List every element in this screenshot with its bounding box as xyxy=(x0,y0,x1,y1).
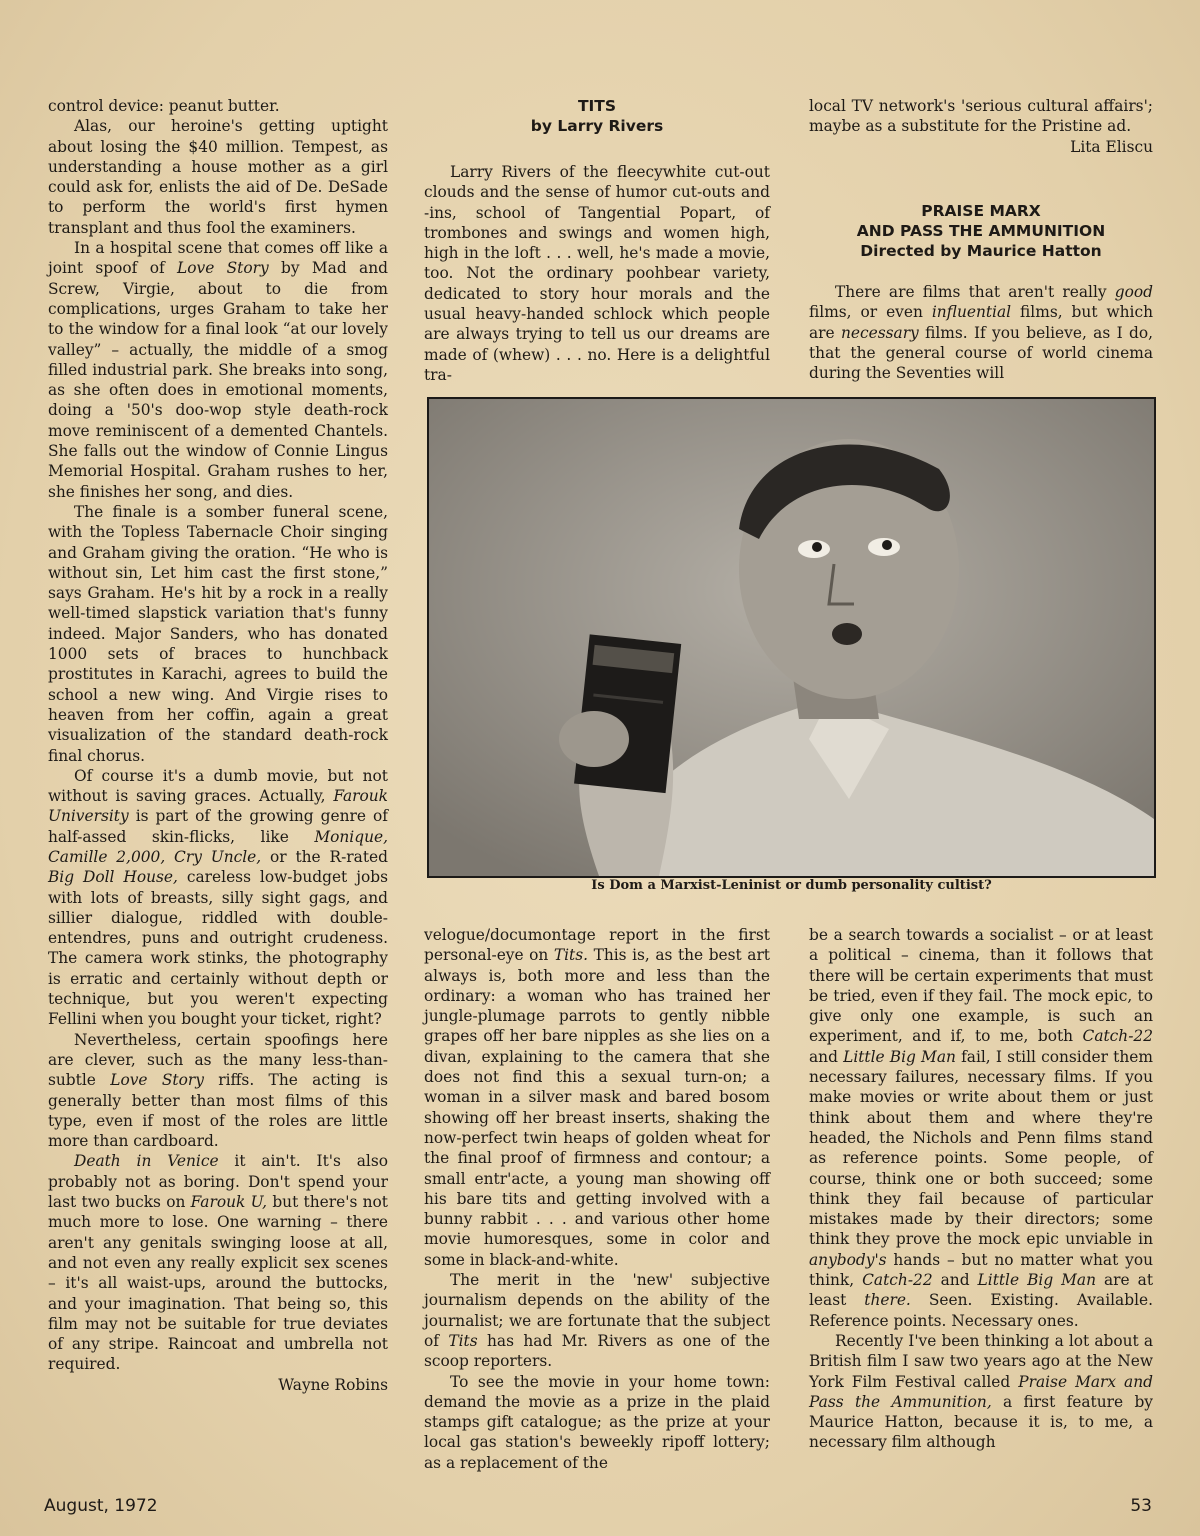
paragraph: To see the movie in your home town: demand the movie as a prize in the plaid stamps gift catalogue; as the prize at your local gas station's beweekly ripoff lottery; as a replacement of the xyxy=(424,1372,770,1472)
article-heading-tits xyxy=(424,96,770,136)
paragraph: Nevertheless, certain spoofings here are clever, such as the many less-than-subtle Love Story riffs. The acting is generally better than most films of this type, even if most of the roles are little more than cardboard. xyxy=(48,1030,388,1151)
article-title: TITS xyxy=(577,97,617,115)
paragraph: Alas, our heroine's getting uptight about losing the $40 million. Tempest, as understanding a house mother as a girl could ask for, enlists the aid of De. DeSade to perform the world's first hymen transplant and thus fool the examiners. xyxy=(48,117,388,237)
column-2-bottom xyxy=(424,925,770,1473)
column-1-body xyxy=(48,96,388,1375)
column-1 xyxy=(48,96,388,1395)
issue-date: August, 1972 xyxy=(44,1496,158,1516)
article-title-line-2: AND PASS THE AMMUNITION xyxy=(856,222,1106,240)
page-number: 53 xyxy=(1130,1496,1152,1516)
paragraph: Recently I've been thinking a lot about a British film I saw two years ago at the New York Film Festival called Praise Marx and Pass the Ammunition, a first feature by Maurice Hatton, because it is, to me, a necessary film although xyxy=(809,1331,1153,1452)
paragraph: local TV network's 'serious cultural affairs'; maybe as a substitute for the Pristine ad. xyxy=(809,97,1153,136)
paragraph: The finale is a somber funeral scene, with the Topless Tabernacle Choir singing and Graham giving the oration. “He who is without sin, Let him cast the first stone,” says Graham. He's hit by a rock in a really well-timed slapstick variation that's funny indeed. Major Sanders, who has donated 1000 sets of braces to hunchback prostitutes in Karachi, agrees to build the school a new wing. And Virgie rises to heaven from her coffin, again a great visualization of the standard death-rock final chorus. xyxy=(48,502,388,765)
signature-wayne-robins: Wayne Robins xyxy=(278,1375,388,1394)
paragraph: be a search towards a socialist – or at least a political – cinema, than it follows that there will be certain experiments that must be tried, even if they fail. The mock epic, to give only one example, is such an experiment, and if, to me, both Catch-22 and Little Big Man fail, I still consider them necessary failures, necessary films. If you make movies or write about them or just think about them and where they're headed, the Nichols and Penn films stand as reference points. Some people, of course, think one or both succeed; some think they fail because of particular mistakes made by their directors; some think they prove the mock epic unviable in anybody's hands – but no matter what you think, Catch-22 and Little Big Man are at least there. Seen. Existing. Available. Reference points. Necessary ones. xyxy=(809,926,1154,1330)
article-title-line-1: PRAISE MARX xyxy=(921,202,1041,220)
article-byline: by Larry Rivers xyxy=(530,117,664,135)
column-3-body xyxy=(809,925,1153,1453)
paragraph: Larry Rivers of the fleecywhite cut-out clouds and the sense of humor cut-outs and -ins, school of Tangential Popart, of trombones and swings and women high, high in the loft . . . well, he's made a movie, too. Not the ordinary poohbear variety, dedicated to story hour morals and the usual heavy-handed schlock which people are always trying to tell us our dreams are made of (whew) . . . no. Here is a delightful tra- xyxy=(424,163,770,384)
column-3-top xyxy=(809,96,1153,157)
column-2-body xyxy=(424,925,770,1473)
column-2-top xyxy=(424,162,770,385)
paragraph: control device: peanut butter. xyxy=(48,97,280,115)
paragraph: There are films that aren't really good films, or even influential films, but which are necessary films. If you believe, as I do, that the general course of world cinema during the Seventies will xyxy=(809,283,1153,383)
paragraph: The merit in the 'new' subjective journalism depends on the ability of the journalist; we are fortunate that the subject of Tits has had Mr. Rivers as one of the scoop reporters. xyxy=(424,1271,770,1371)
paragraph: Death in Venice it ain't. It's also probably not as boring. Don't spend your last two bucks on Farouk U, but there's not much more to lose. One warning – there aren't any genitals swinging loose at all, and not even any really explicit sex scenes – it's all waist-ups, around the buttocks, and your imagination. That being so, this film may not be suitable for true deviates of any stripe. Raincoat and umbrella not required. xyxy=(48,1152,388,1374)
paragraph: In a hospital scene that comes off like a joint spoof of Love Story by Mad and Screw, Virgie, about to die from complications, urges Graham to take her to the window for a final look “at our lovely valley” – actually, the middle of a smog filled industrial park. She breaks into song, as she often does in emotional moments, doing a '50's doo-wop style death-rock move reminiscent of a demented Chantels. She falls out the window of Connie Lingus Memorial Hospital. Graham rushes to her, she finishes her song, and dies. xyxy=(48,239,388,501)
article-byline: Directed by Maurice Hatton xyxy=(860,242,1102,260)
paragraph: Of course it's a dumb movie, but not without is saving graces. Actually, Farouk University is part of the growing genre of half-assed skin-flicks, like Monique, Camille 2,000, Cry Uncle, or the R-rated Big Doll House, careless low-budget jobs with lots of breasts, silly sight gags, and sillier dialogue, riddled with double-entendres, puns and outright crudeness. The camera work stinks, the photography is erratic and certainly without depth or technique, but you weren't expecting Fellini when you bought your ticket, right? xyxy=(48,766,388,1029)
photo-caption: Is Dom a Marxist-Leninist or dumb personality cultist? xyxy=(591,878,992,893)
man-with-book-image xyxy=(429,399,1154,876)
article-heading-praise-marx xyxy=(809,201,1153,261)
paragraph: velogue/documontage report in the first personal-eye on Tits. This is, as the best art always is, both more and less than the ordinary: a woman who has trained her jungle-plumage parrots to gently nibble grapes off her bare nipples as she lies on a divan, explaining to the camera that she does not find this a sexual turn-on; a woman in a silver mask and bared bosom showing off her breast inserts, shaking the now-perfect twin heaps of golden wheat for the final proof of firmness and contour; a small entr'acte, a young man showing off his bare tits and getting involved with a bunny rabbit . . . and various other home movie humoresques, some in color and some in black-and-white. xyxy=(424,926,770,1269)
column-3-intro xyxy=(809,282,1153,383)
column-3-bottom xyxy=(809,925,1153,1453)
signature-lita-eliscu: Lita Eliscu xyxy=(1070,137,1153,156)
film-still-photo xyxy=(427,397,1156,878)
